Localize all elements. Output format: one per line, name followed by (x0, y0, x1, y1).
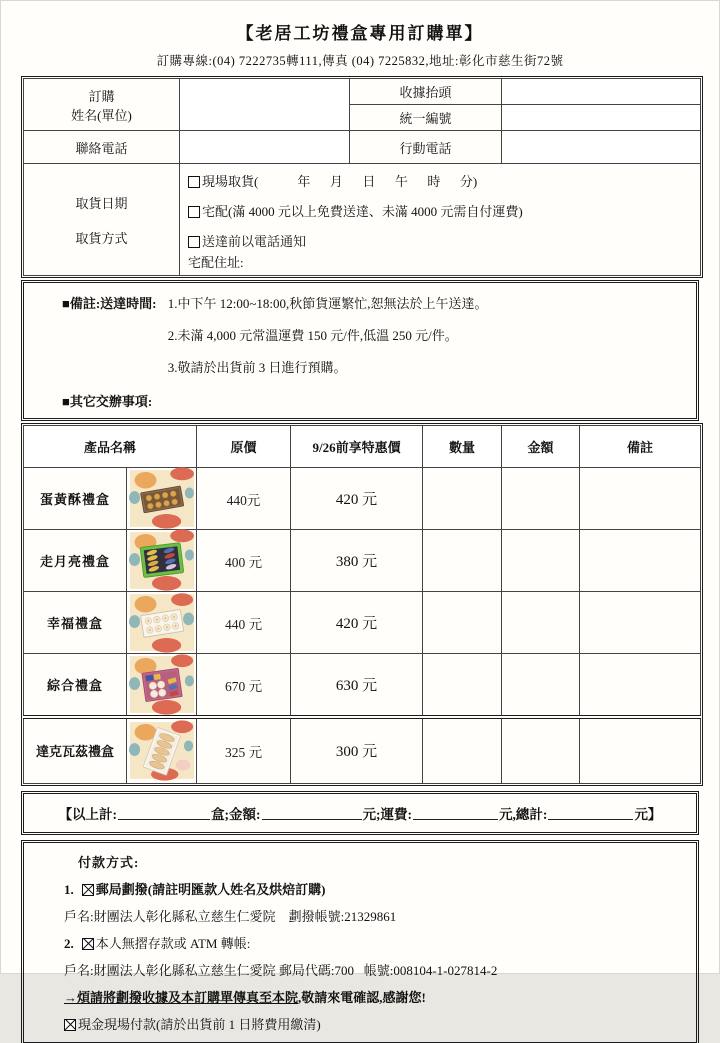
remark-item: 2.未滿 4,000 元常溫運費 150 元/件,低溫 250 元/件。 (167, 328, 458, 343)
remark-cell[interactable] (580, 530, 701, 592)
remark-label: ■備註:送達時間: (62, 296, 160, 311)
product-name: 達克瓦茲禮盒 (24, 717, 127, 783)
remark-cell[interactable] (580, 717, 701, 783)
payment-heading: 付款方式: (78, 854, 140, 870)
quantity-cell[interactable] (423, 592, 502, 654)
amount-cell[interactable] (502, 592, 580, 654)
shipping-fee-blank[interactable] (413, 806, 498, 820)
col-header-amount: 金額 (502, 426, 580, 468)
receipt-title-field[interactable] (502, 79, 701, 105)
product-table (23, 425, 701, 784)
original-price: 670 元 (197, 654, 291, 718)
order-summary-bar: 【以上計: 盒;金額: 元;運費: 元,總計: 元】 (23, 793, 697, 833)
pickup-date-method-label: 取貨日期 取貨方式 (24, 164, 180, 276)
other-instructions-label: ■其它交辦事項: (62, 394, 153, 409)
customer-info-table (23, 78, 701, 276)
orderer-name-field[interactable] (180, 79, 350, 131)
original-price: 440 元 (197, 592, 291, 654)
amount-blank[interactable] (262, 806, 362, 820)
payment-method-2-detail: 戶名:財團法人彰化縣私立慈生仁愛院 郵局代碼:700 帳號:008104-1-027814-2 (64, 962, 498, 978)
remark-item: 3.敬請於出貨前 3 日進行預購。 (167, 360, 347, 375)
checkbox-home-delivery[interactable] (188, 206, 200, 218)
contact-phone-field[interactable] (180, 131, 350, 164)
special-price: 380 元 (291, 530, 423, 592)
mobile-phone-label: 行動電話 (350, 131, 502, 164)
special-price: 420 元 (291, 468, 423, 530)
notes-box (23, 282, 697, 419)
payment-method-2: 2. 本人無摺存款或 ATM 轉帳: (64, 935, 251, 951)
receipt-title-label: 收據抬頭 (350, 79, 502, 105)
original-price: 440元 (197, 468, 291, 530)
page-title: 【老居工坊禮盒專用訂購單】 (236, 24, 484, 43)
remark-items (160, 293, 488, 389)
pickup-option-call-before: 送達前以電話通知 (188, 231, 694, 250)
amount-cell[interactable] (502, 654, 580, 718)
payment-method-1-detail: 戶名:財團法人彰化縣私立慈生仁愛院 劃撥帳號:21329861 (64, 908, 397, 924)
product-name: 幸福禮盒 (24, 592, 127, 654)
special-price: 300 元 (291, 717, 423, 783)
checkbox-call-before-delivery[interactable] (188, 236, 200, 248)
total-boxes-blank[interactable] (118, 806, 210, 820)
remark-item: 1.中下午 12:00~18:00,秋節貨運繁忙,恕無法於上午送達。 (167, 296, 488, 311)
product-name: 蛋黃酥禮盒 (24, 468, 127, 530)
pickup-options-cell (180, 164, 701, 276)
table-row (24, 530, 701, 592)
pickup-option-delivery: 宅配(滿 4000 元以上免費送達、未滿 4000 元需自付運費) (188, 201, 694, 220)
col-header-quantity: 數量 (423, 426, 502, 468)
product-image-moon-walk-gift-box (127, 530, 197, 592)
col-header-original-price: 原價 (197, 426, 291, 468)
table-row (24, 654, 701, 718)
payment-box (23, 842, 697, 1043)
special-price: 420 元 (291, 592, 423, 654)
table-row (24, 717, 701, 783)
checkbox-postal-remittance[interactable] (82, 884, 94, 896)
delivery-address-label: 宅配住址: (188, 255, 244, 270)
quantity-cell[interactable] (423, 468, 502, 530)
quantity-cell[interactable] (423, 530, 502, 592)
product-table-header-row (24, 426, 701, 468)
table-row (24, 592, 701, 654)
payment-method-3: 現金現場付款(請於出貨前 1 日將費用繳清) (64, 1014, 682, 1033)
tax-id-label: 統一編號 (350, 105, 502, 131)
checkbox-atm-transfer[interactable] (82, 938, 94, 950)
special-price: 630 元 (291, 654, 423, 718)
remark-cell[interactable] (580, 468, 701, 530)
product-image-happiness-gift-box (127, 592, 197, 654)
product-image-dacquoise-gift-box (127, 717, 197, 783)
contact-line: 訂購專線:(04) 7222735轉111,傳真 (04) 7225832,地址:彰化市慈生街72號 (156, 54, 564, 68)
product-name: 走月亮禮盒 (24, 530, 127, 592)
mobile-phone-field[interactable] (502, 131, 701, 164)
col-header-remark: 備註 (580, 426, 701, 468)
remark-cell[interactable] (580, 592, 701, 654)
table-row (24, 468, 701, 530)
amount-cell[interactable] (502, 717, 580, 783)
checkbox-onsite-pickup[interactable] (188, 176, 200, 188)
orderer-name-label: 訂購 姓名(單位) (24, 79, 180, 131)
contact-phone-label: 聯絡電話 (24, 131, 180, 164)
original-price: 400 元 (197, 530, 291, 592)
product-name: 綜合禮盒 (24, 654, 127, 718)
original-price: 325 元 (197, 717, 291, 783)
fax-instruction: →煩請將劃撥收據及本訂購單傳真至本院,敬請來電確認,感謝您! (64, 989, 426, 1005)
col-header-special-price: 9/26前享特惠價 (291, 426, 423, 468)
checkbox-cash-on-site[interactable] (64, 1019, 76, 1031)
payment-method-1: 1. 郵局劃撥(請註明匯款人姓名及烘焙訂購) (64, 881, 326, 897)
amount-cell[interactable] (502, 530, 580, 592)
summary-text: 【以上計: (58, 806, 118, 822)
product-image-egg-yolk-pastry-gift-box (127, 468, 197, 530)
tax-id-field[interactable] (502, 105, 701, 131)
grand-total-blank[interactable] (548, 806, 633, 820)
remark-cell[interactable] (580, 654, 701, 718)
quantity-cell[interactable] (423, 654, 502, 718)
col-header-product-name: 產品名稱 (24, 426, 197, 468)
quantity-cell[interactable] (423, 717, 502, 783)
product-image-assorted-gift-box (127, 654, 197, 718)
amount-cell[interactable] (502, 468, 580, 530)
pickup-option-onsite: 現場取貨( 年 月 日 午 時 分) (188, 171, 694, 190)
